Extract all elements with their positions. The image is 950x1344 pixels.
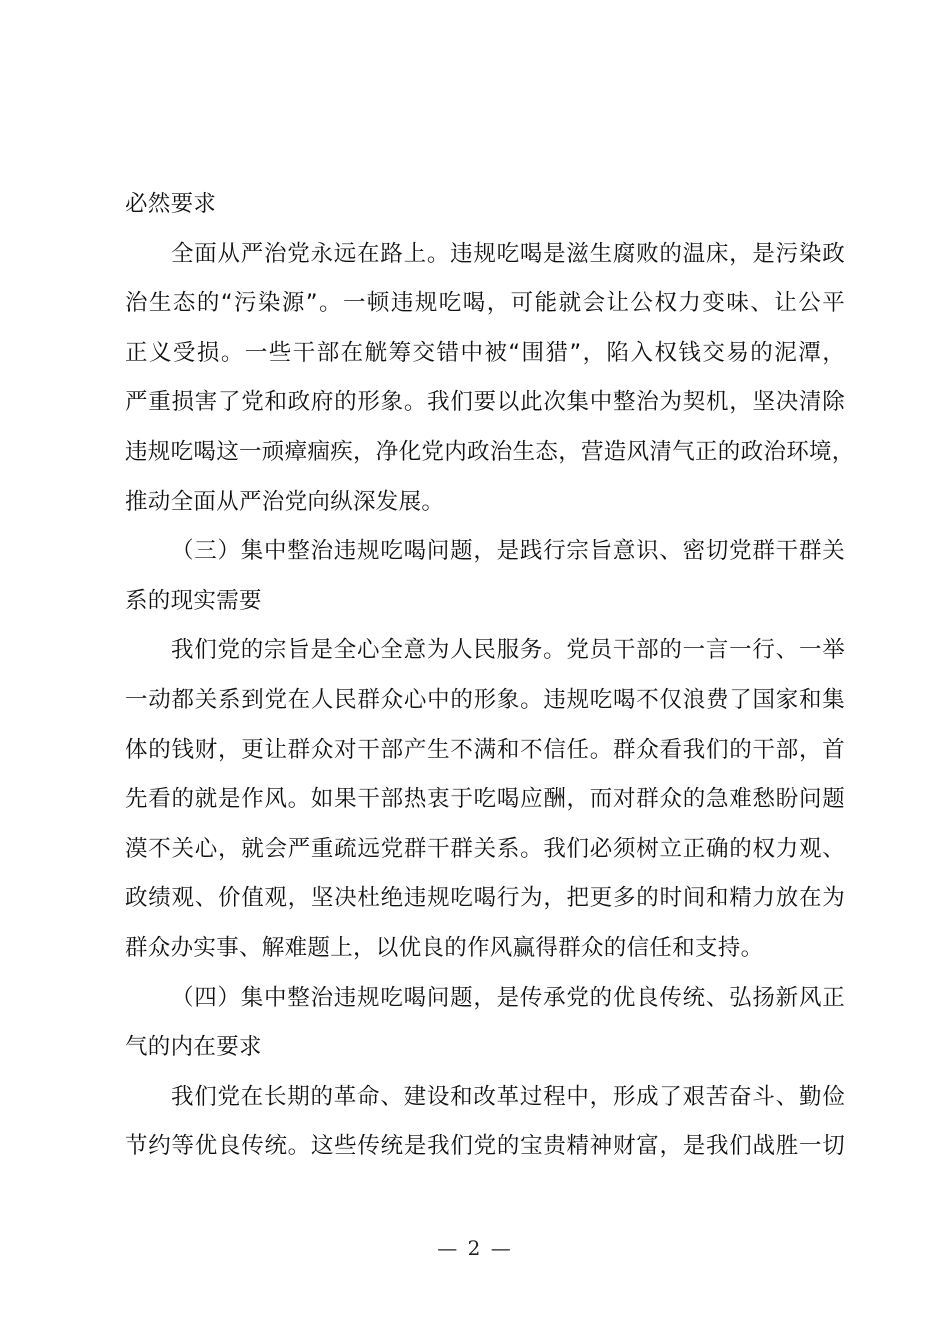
text-line: 我们党的宗旨是全心全意为人民服务。党员干部的一言一行、一举 xyxy=(171,637,845,664)
text-line: 推动全面从严治党向纵深发展。 xyxy=(125,488,445,515)
text-line: 气的内在要求 xyxy=(125,1034,262,1061)
page-number: — 2 — xyxy=(437,1236,513,1260)
text-line: 我们党在长期的革命、建设和改革过程中，形成了艰苦奋斗、勤俭 xyxy=(171,1083,845,1110)
text-line: 必然要求 xyxy=(125,191,217,217)
text-line: 群众办实事、解难题上，以优良的作风赢得群众的信任和支持。 xyxy=(125,934,764,961)
text-line: 漠不关心，就会严重疏远党群干群关系。我们必须树立正确的权力观、 xyxy=(125,835,845,862)
text-line: （三）集中整治违规吃喝问题，是践行宗旨意识、密切党群干群关 xyxy=(171,538,845,565)
text-line: 一动都关系到党在人民群众心中的形象。违规吃喝不仅浪费了国家和集 xyxy=(125,686,845,713)
text-line: 先看的就是作风。如果干部热衷于吃喝应酬，而对群众的急难愁盼问题 xyxy=(125,786,845,813)
text-line: 严重损害了党和政府的形象。我们要以此次集中整治为契机，坚决清除 xyxy=(125,389,845,416)
text-line: 政绩观、价值观，坚决杜绝违规吃喝行为，把更多的时间和精力放在为 xyxy=(125,885,845,912)
text-line: 全面从严治党永远在路上。违规吃喝是滋生腐败的温床，是污染政 xyxy=(171,240,845,267)
text-line: 系的现实需要 xyxy=(125,587,262,614)
text-line: 治生态的“污染源”。一顿违规吃喝，可能就会让公权力变味、让公平 xyxy=(125,290,845,317)
body-text xyxy=(125,180,855,1172)
text-line: 节约等优良传统。这些传统是我们党的宝贵精神财富，是我们战胜一切 xyxy=(125,1133,845,1160)
text-line: 违规吃喝这一顽瘴痼疾，净化党内政治生态，营造风清气正的政治环境， xyxy=(125,438,855,465)
text-line: （四）集中整治违规吃喝问题，是传承党的优良传统、弘扬新风正 xyxy=(171,984,845,1011)
text-line: 正义受损。一些干部在觥筹交错中被“围猎”，陷入权钱交易的泥潭， xyxy=(125,339,845,366)
text-line: 体的钱财，更让群众对干部产生不满和不信任。群众看我们的干部，首 xyxy=(125,736,845,763)
